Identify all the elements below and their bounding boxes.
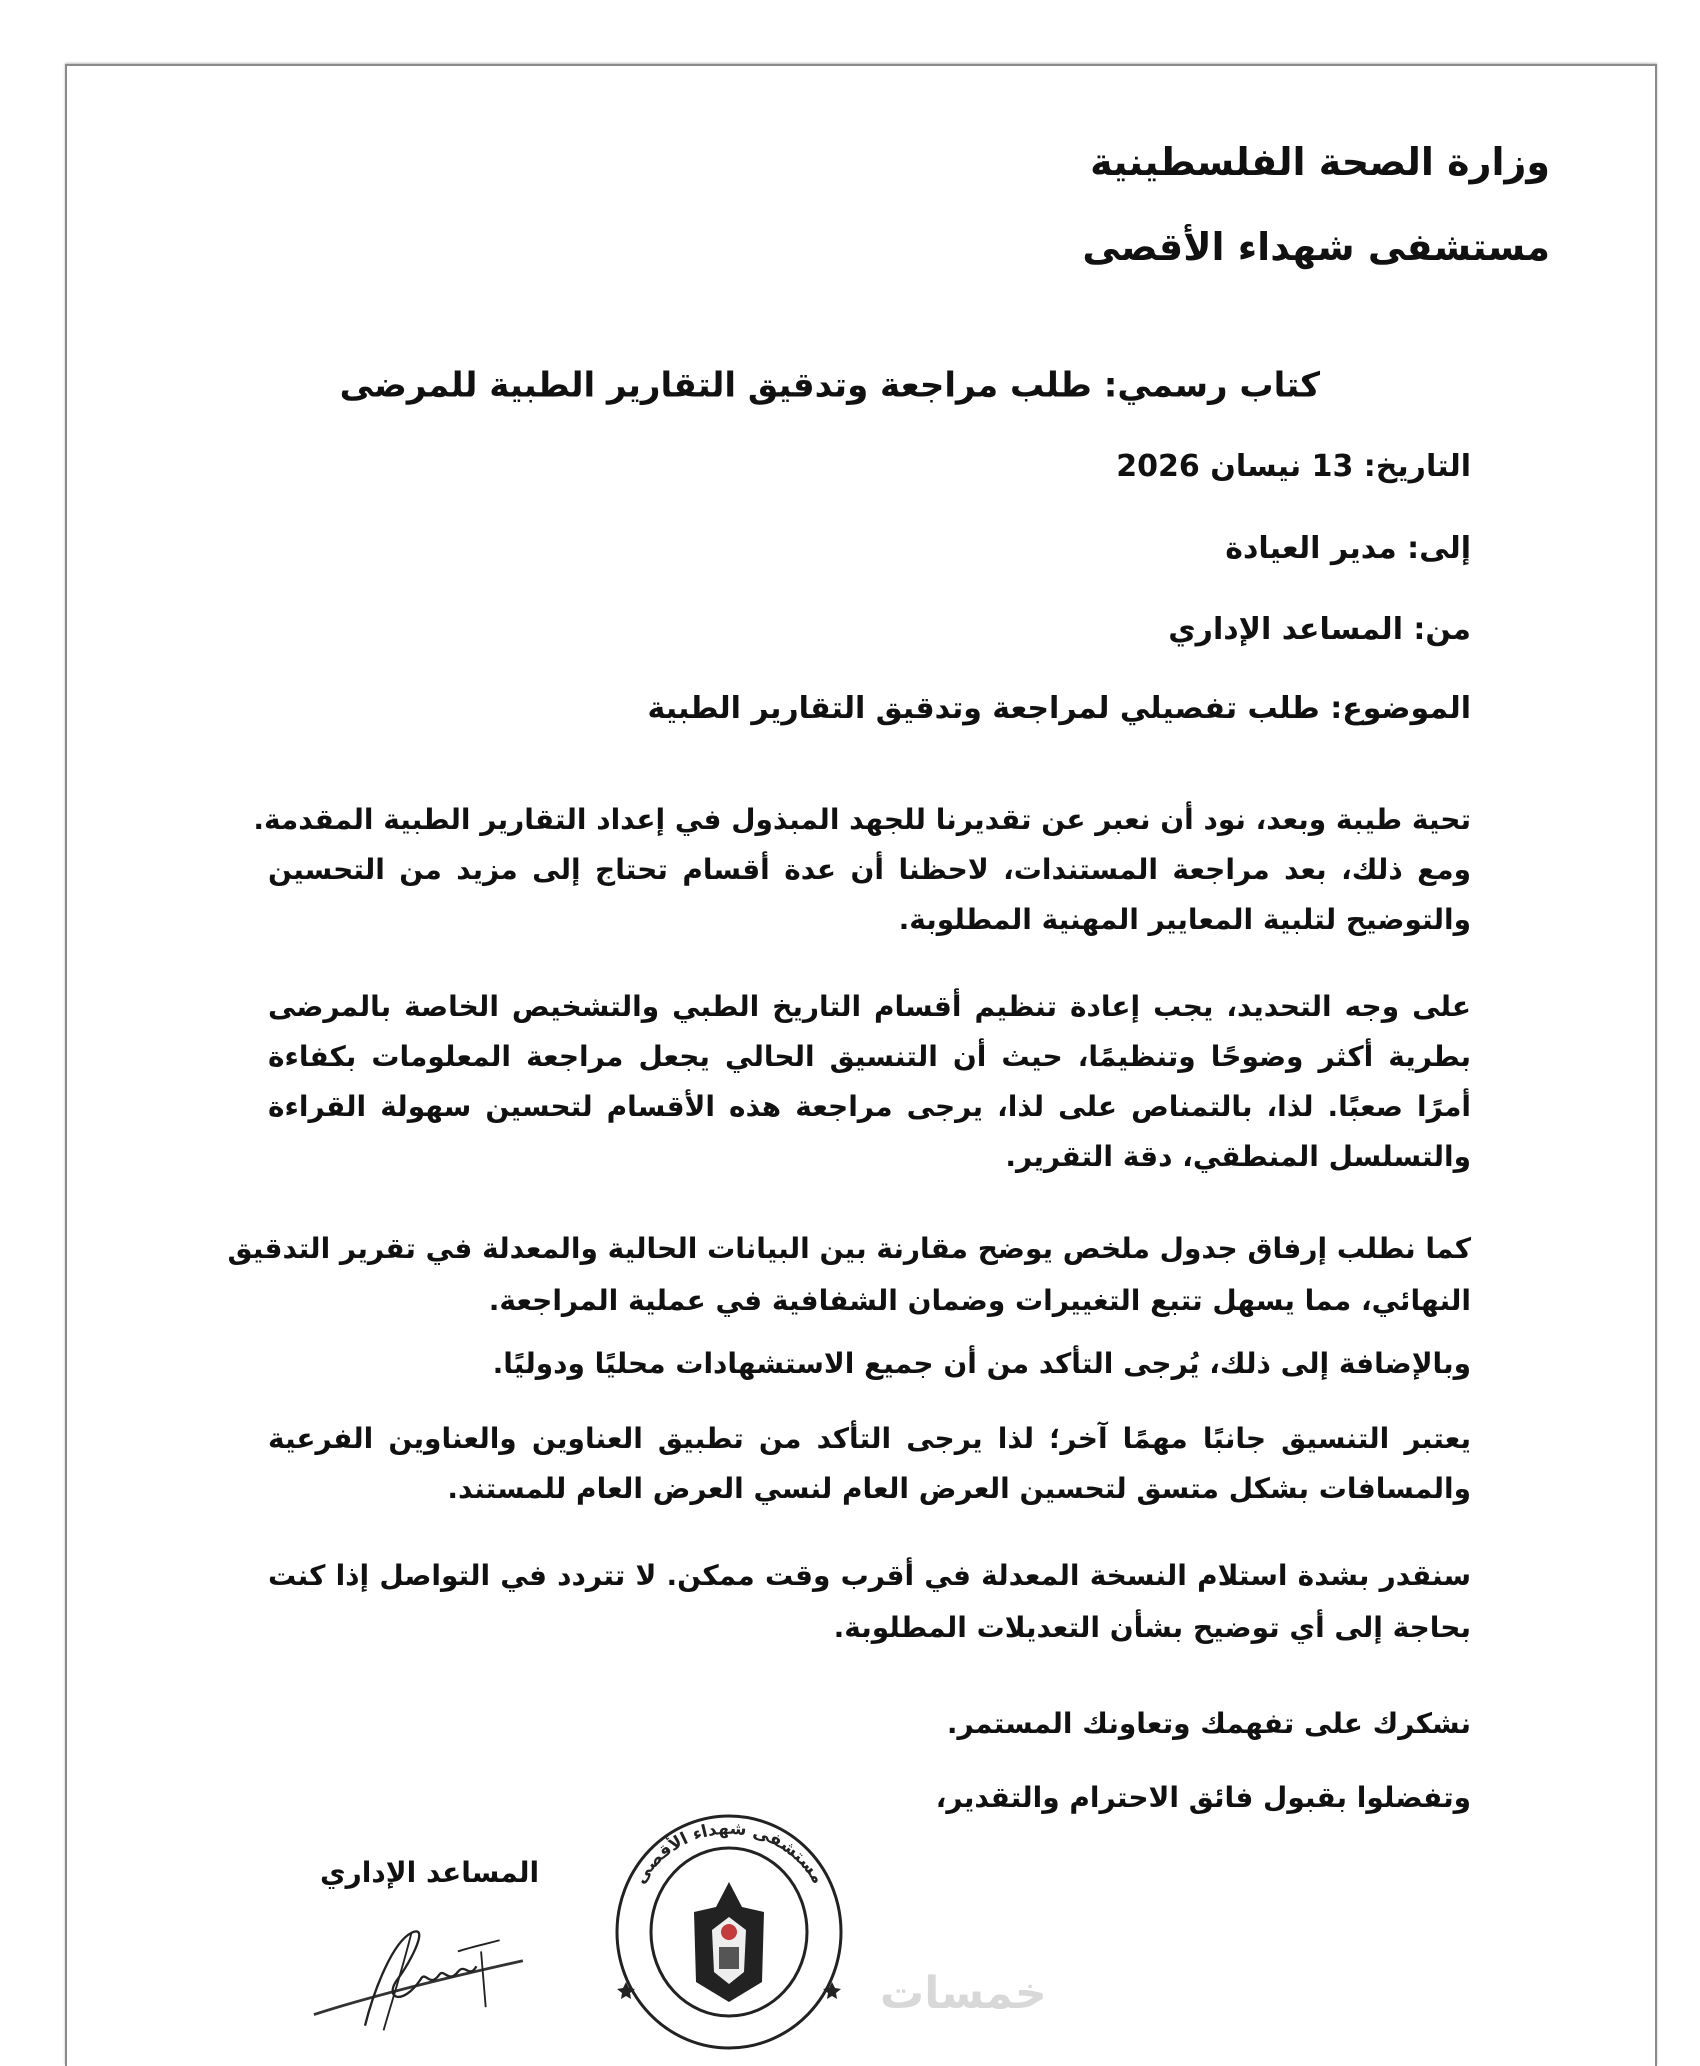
subject-line: الموضوع: طلب تفصيلي لمراجعة وتدقيق التقارير الطبية (647, 691, 1471, 726)
handwritten-signature (300, 1905, 560, 2035)
watermark-logo: خمسات (880, 1968, 1047, 2019)
date-line: التاريخ: 13 نيسان 2026 (1116, 449, 1471, 484)
signatory-title: المساعد الإداري (320, 1856, 540, 1890)
paragraph-line: أمرًا صعبًا. لذا، بالتمناص على لذا، يرجى مراجعة هذه الأقسام لتحسين سهولة القراءة (268, 1090, 1471, 1124)
letter-title: كتاب رسمي: طلب مراجعة وتدقيق التقارير الطبية للمرضى (339, 365, 1320, 406)
svg-text:مستشفى شهداء الأقصى (630, 1819, 828, 1888)
paragraph-line: على وجه التحديد، يجب إعادة تنظيم أقسام التاريخ الطبي والتشخيص الخاصة بالمرضى (268, 990, 1471, 1024)
star-icon (617, 1982, 635, 1999)
from-line: من: المساعد الإداري (1168, 612, 1471, 647)
star-icon (823, 1982, 841, 1999)
paragraph-line: بطرية أكثر وضوحًا وتنظيمًا، حيث أن التنسيق الحالي يجعل مراجعة المعلومات بكفاءة (268, 1040, 1471, 1074)
paragraph-line: سنقدر بشدة استلام النسخة المعدلة في أقرب وقت ممكن. لا تتردد في التواصل إذا كنت (268, 1559, 1471, 1593)
paragraph-line: تحية طيبة وبعد، نود أن نعبر عن تقديرنا للجهد المبذول في إعداد التقارير الطبية المقدمة. (253, 803, 1471, 837)
paragraph-line: والتسلسل المنطقي، دقة التقرير. (1005, 1140, 1471, 1174)
to-line: إلى: مدير العيادة (1225, 531, 1471, 566)
stamp-text: مستشفى شهداء الأقصى (630, 1818, 828, 1888)
paragraph-line: كما نطلب إرفاق جدول ملخص يوضح مقارنة بين البيانات الحالية والمعدلة في تقرير التدقيق (227, 1232, 1471, 1266)
eagle-emblem-icon (694, 1882, 764, 2002)
paragraph-line: والمسافات بشكل متسق لتحسين العرض العام لنسي العرض العام للمستند. (447, 1472, 1471, 1506)
hospital-name: مستشفى شهداء الأقصى (1082, 225, 1550, 270)
official-stamp (604, 1812, 854, 2052)
paragraph-line: والتوضيح لتلبية المعايير المهنية المطلوبة. (898, 903, 1471, 937)
paragraph-line: ومع ذلك، بعد مراجعة المستندات، لاحظنا أن عدة أقسام تحتاج إلى مزيد من التحسين (268, 853, 1471, 887)
thanks-line: نشكرك على تفهمك وتعاونك المستمر. (946, 1707, 1471, 1741)
paragraph-line: بحاجة إلى أي توضيح بشأن التعديلات المطلوبة. (833, 1611, 1471, 1645)
paragraph-line: وبالإضافة إلى ذلك، يُرجى التأكد من أن جميع الاستشهادات محليًا ودوليًا. (492, 1347, 1471, 1381)
paragraph-line: يعتبر التنسيق جانبًا مهمًا آخر؛ لذا يرجى التأكد من تطبيق العناوين والعناوين الفرعية (268, 1422, 1471, 1456)
closing-line: وتفضلوا بقبول فائق الاحترام والتقدير، (935, 1781, 1471, 1815)
paragraph-line: النهائي، مما يسهل تتبع التغييرات وضمان الشفافية في عملية المراجعة. (488, 1284, 1471, 1318)
ministry-name: وزارة الصحة الفلسطينية (1090, 140, 1550, 185)
